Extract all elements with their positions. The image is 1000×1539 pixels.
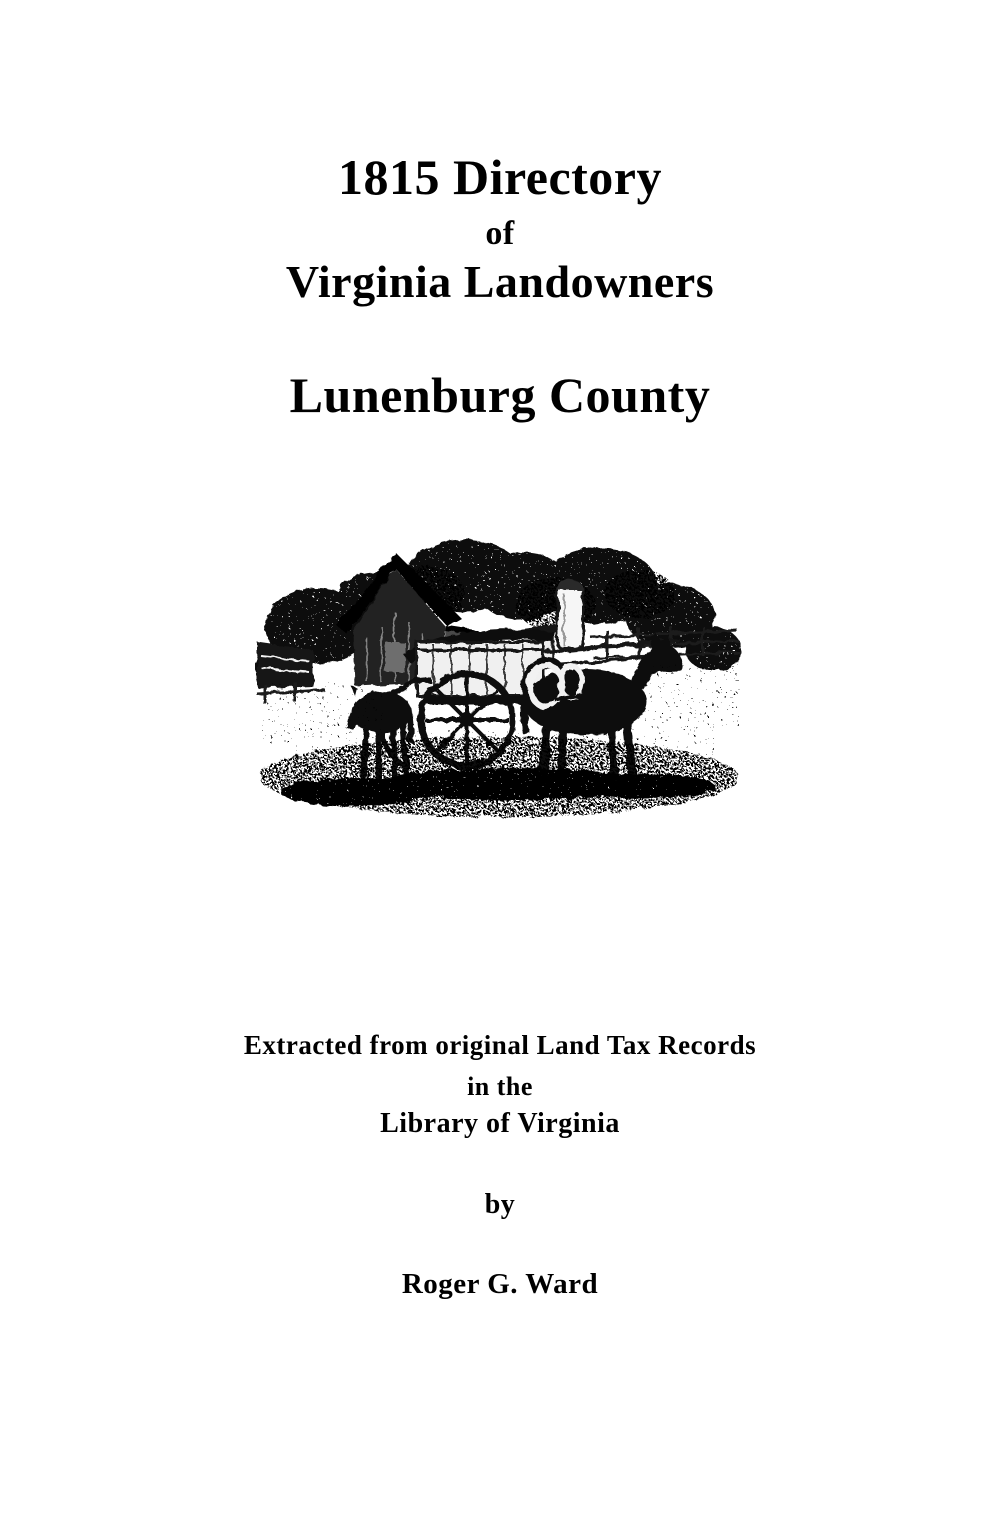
title-line-subject: Virginia Landowners xyxy=(285,256,715,307)
farm-engraving-svg xyxy=(255,534,745,819)
title-line-year: 1815 Directory xyxy=(337,149,663,205)
byline-label: by xyxy=(484,1189,516,1220)
author-name: Roger G. Ward xyxy=(401,1268,599,1300)
county-title: Lunenburg County xyxy=(289,367,711,423)
source-line-1: Extracted from original Land Tax Records xyxy=(243,1030,757,1060)
source-line-2: in the xyxy=(467,1072,533,1101)
title-line-of: of xyxy=(485,215,515,252)
farm-engraving-illustration xyxy=(255,534,745,819)
source-line-3: Library of Virginia xyxy=(380,1108,620,1139)
